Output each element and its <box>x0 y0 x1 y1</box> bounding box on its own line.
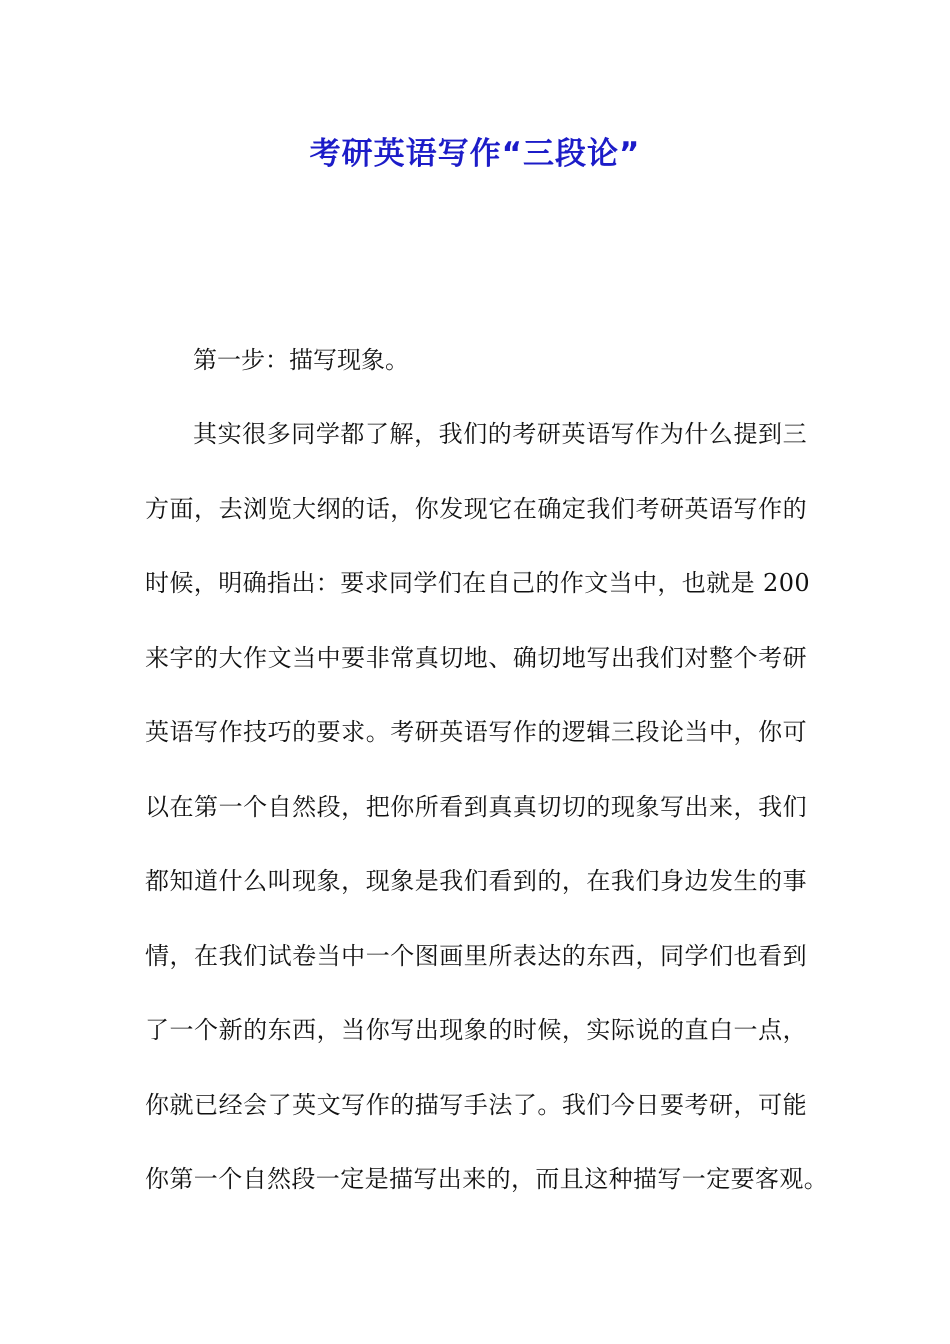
paragraph-line: 方面，去浏览大纲的话，你发现它在确定我们考研英语写作的 <box>145 494 807 523</box>
document-body <box>145 330 829 1224</box>
paragraph-line: 你第一个自然段一定是描写出来的，而且这种描写一定要客观。 <box>145 1165 829 1193</box>
paragraph-line: 英语写作技巧的要求。考研英语写作的逻辑三段论当中，你可 <box>145 718 807 746</box>
paragraph-line: 其实很多同学都了解，我们的考研英语写作为什么提到三 <box>193 420 807 448</box>
paragraph <box>145 404 829 1224</box>
paragraph-line: 情，在我们试卷当中一个图画里所表达的东西，同学们也看到 <box>145 941 807 970</box>
step-heading: 第一步：描写现象。 <box>193 346 409 374</box>
paragraph-line: 来字的大作文当中要非常真切地、确切地写出我们对整个考研 <box>145 643 807 672</box>
paragraph-line: 以在第一个自然段，把你所看到真真切切的现象写出来，我们 <box>145 792 807 821</box>
paragraph-line: 时候，明确指出：要求同学们在自己的作文当中，也就是 200 <box>145 569 811 597</box>
paragraph-line: 你就已经会了英文写作的描写手法了。我们今日要考研，可能 <box>145 1090 807 1119</box>
paragraph-line: 了一个新的东西，当你写出现象的时候，实际说的直白一点， <box>145 1016 807 1044</box>
document-title: 考研英语写作“三段论” <box>309 136 641 172</box>
paragraph-line: 都知道什么叫现象，现象是我们看到的，在我们身边发生的事 <box>145 867 807 895</box>
